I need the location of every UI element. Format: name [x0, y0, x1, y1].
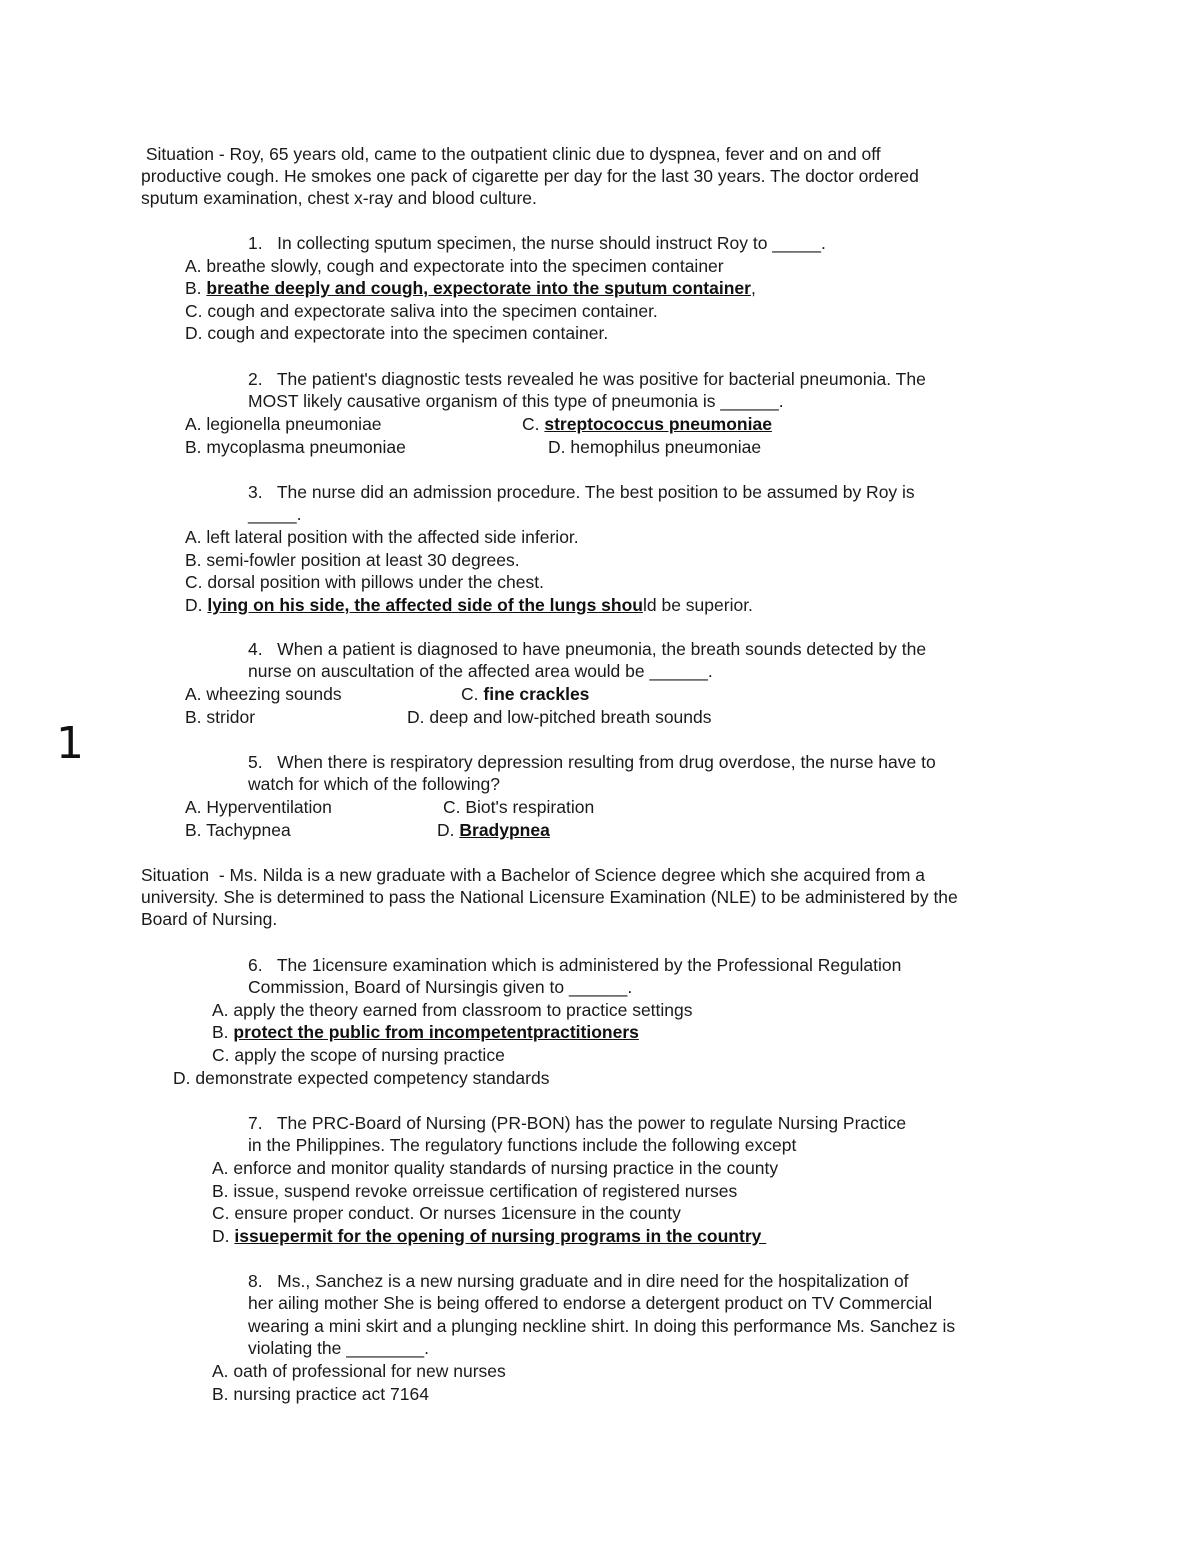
option-b: B. semi-fowler position at least 30 degrees. — [185, 550, 520, 570]
option-a: A. breathe slowly, cough and expectorate into the specimen container — [185, 256, 724, 276]
option-b: B. protect the public from incompetentpractitioners — [212, 1022, 639, 1042]
answer-text: Bradypnea — [459, 820, 550, 840]
question-stem: watch for which of the following? — [248, 774, 500, 794]
option-d: D. deep and low-pitched breath sounds — [407, 707, 712, 727]
page-number: 1 — [56, 718, 84, 769]
question-stem: 5. When there is respiratory depression resulting from drug overdose, the nurse have to — [248, 752, 936, 772]
option-d: D. demonstrate expected competency standards — [173, 1068, 550, 1088]
option-d: D. cough and expectorate into the specimen container. — [185, 323, 609, 343]
option-b: B. Tachypnea — [185, 820, 291, 840]
question-stem: 4. When a patient is diagnosed to have pneumonia, the breath sounds detected by the — [248, 639, 927, 659]
option-a: A. oath of professional for new nurses — [212, 1361, 506, 1381]
option-b: B. mycoplasma pneumoniae — [185, 437, 406, 457]
option-a: A. left lateral position with the affected side inferior. — [185, 527, 579, 547]
question-stem: 8. Ms., Sanchez is a new nursing graduate and in dire need for the hospitalization of — [248, 1271, 909, 1291]
option-a: A. legionella pneumoniae — [185, 414, 382, 434]
option-c: C. cough and expectorate saliva into the specimen container. — [185, 301, 658, 321]
option-d: D. Bradypnea — [437, 820, 550, 840]
option-b: B. nursing practice act 7164 — [212, 1384, 429, 1404]
question-stem: 6. The 1icensure examination which is administered by the Professional Regulation — [248, 955, 902, 975]
option-a: A. enforce and monitor quality standards of nursing practice in the county — [212, 1158, 779, 1178]
option-d: D. lying on his side, the affected side of the lungs should be superior. — [185, 595, 753, 615]
option-c: C. apply the scope of nursing practice — [212, 1045, 505, 1065]
option-d: D. issuepermit for the opening of nursing programs in the country — [212, 1226, 767, 1246]
situation-text: productive cough. He smokes one pack of cigarette per day for the last 30 years. The doctor ordered — [141, 166, 919, 186]
option-b: B. issue, suspend revoke orreissue certification of registered nurses — [212, 1181, 738, 1201]
option-c: C. Biot's respiration — [443, 797, 595, 817]
option-a: A. Hyperventilation — [185, 797, 332, 817]
question-stem: 2. The patient's diagnostic tests revealed he was positive for bacterial pneumonia. The — [248, 369, 926, 389]
situation-text: sputum examination, chest x-ray and blood culture. — [141, 188, 537, 208]
option-b: B. stridor — [185, 707, 256, 727]
question-stem: 1. In collecting sputum specimen, the nurse should instruct Roy to _____. — [248, 233, 826, 253]
answer-text: protect the public from incompetentpractitioners — [233, 1022, 639, 1042]
question-stem: her ailing mother She is being offered to endorse a detergent product on TV Commercial — [248, 1293, 933, 1313]
question-stem: wearing a mini skirt and a plunging neckline shirt. In doing this performance Ms. Sanchez is — [248, 1316, 956, 1336]
option-c: C. streptococcus pneumoniae — [522, 414, 772, 434]
option-a: A. wheezing sounds — [185, 684, 342, 704]
question-stem: Commission, Board of Nursingis given to ______. — [248, 977, 633, 997]
question-stem: 7. The PRC-Board of Nursing (PR-BON) has the power to regulate Nursing Practice — [248, 1113, 907, 1133]
situation-text: university. She is determined to pass the National Licensure Examination (NLE) to be administered by the — [141, 887, 958, 907]
answer-text: fine crackles — [483, 684, 590, 704]
answer-text: lying on his side, the affected side of the lungs shou — [207, 595, 643, 615]
answer-text: streptococcus pneumoniae — [544, 414, 772, 434]
situation-text: Situation - Ms. Nilda is a new graduate with a Bachelor of Science degree which she acquired from a — [141, 865, 926, 885]
option-c: C. dorsal position with pillows under the chest. — [185, 572, 544, 592]
option-c: C. fine crackles — [461, 684, 590, 704]
option-d: D. hemophilus pneumoniae — [548, 437, 762, 457]
answer-text: issuepermit for the opening of nursing programs in the country — [234, 1226, 767, 1246]
question-stem: _____. — [248, 504, 302, 524]
option-c: C. ensure proper conduct. Or nurses 1icensure in the county — [212, 1203, 681, 1223]
question-stem: nurse on auscultation of the affected area would be ______. — [248, 661, 713, 681]
situation-text: Situation - Roy, 65 years old, came to the outpatient clinic due to dyspnea, fever and on and off — [141, 144, 881, 164]
option-a: A. apply the theory earned from classroom to practice settings — [212, 1000, 693, 1020]
option-b: B. breathe deeply and cough, expectorate into the sputum container, — [185, 278, 756, 298]
question-stem: in the Philippines. The regulatory functions include the following except — [248, 1135, 797, 1155]
situation-text: Board of Nursing. — [141, 909, 278, 929]
question-stem: violating the ________. — [248, 1338, 429, 1358]
answer-text: breathe deeply and cough, expectorate into the sputum container — [206, 278, 751, 298]
question-stem: MOST likely causative organism of this type of pneumonia is ______. — [248, 391, 784, 411]
question-stem: 3. The nurse did an admission procedure. The best position to be assumed by Roy is — [248, 482, 915, 502]
